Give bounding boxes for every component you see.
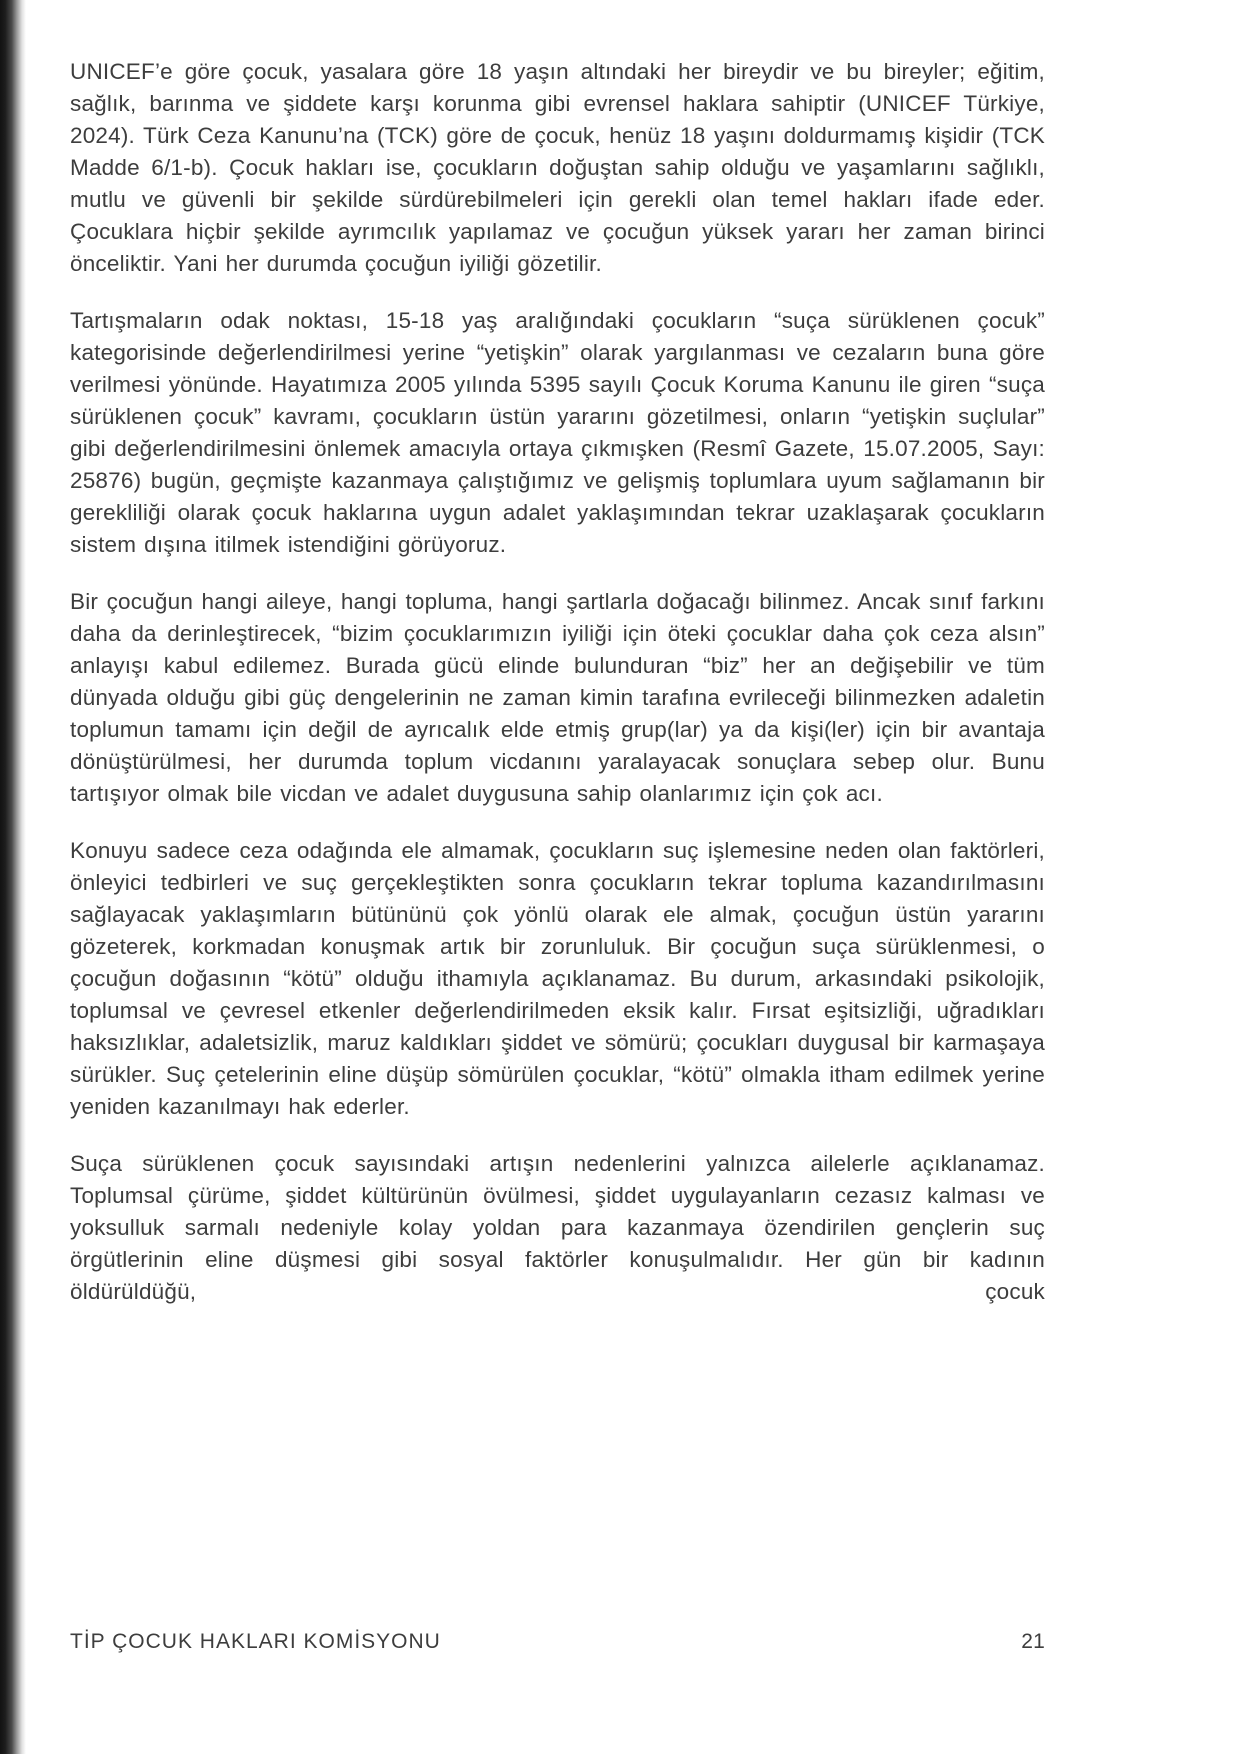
body-paragraph: Tartışmaların odak noktası, 15-18 yaş aralığındaki çocukların “suça sürüklenen çocuk” kategorisinde değerlendirilmesi yerine “yetişkin” olarak yargılanması ve cezaların buna göre verilmesi yönünde. Hayatımıza 2005 yılında 5395 sayılı Çocuk Koruma Kanunu ile giren “suça sürüklenen çocuk” kavramı, çocukların üstün yararını gözetilmesi, onların “yetişkin suçlular” gibi değerlendirilmesini önlemek amacıyla ortaya çıkmışken (Resmî Gazete, 15.07.2005, Sayı: 25876) bugün, geçmişte kazanmaya çalıştığımız ve gelişmiş toplumlara uyum sağlamanın bir gerekliliği olarak çocuk haklarına uygun adalet yaklaşımından tekrar uzaklaşarak çocukların sistem dışına itilmek istendiğini görüyoruz. — [70, 308, 1045, 557]
page-footer — [70, 1630, 1045, 1654]
page-number: 21 — [1021, 1630, 1045, 1653]
body-paragraph: Bir çocuğun hangi aileye, hangi topluma, hangi şartlarla doğacağı bilinmez. Ancak sınıf farkını daha da derinleştirecek, “bizim çocuklarımızın iyiliği için öteki çocuklar daha çok ceza alsın” anlayışı kabul edilemez. Burada gücü elinde bulunduran “biz” her an değişebilir ve tüm dünyada olduğu gibi güç dengelerinin ne zaman kimin tarafına evrileceği bilinmezken adaletin toplumun tamamı için değil de ayrıcalık elde etmiş grup(lar) ya da kişi(ler) için bir avantaja dönüştürülmesi, her durumda toplum vicdanını yaralayacak sonuçlara sebep olur. Bunu tartışıyor olmak bile vicdan ve adalet duygusuna sahip olanlarımız için çok acı. — [70, 589, 1045, 806]
body-paragraph: Suça sürüklenen çocuk sayısındaki artışın nedenlerini yalnızca ailelerle açıklanamaz. Toplumsal çürüme, şiddet kültürünün övülmesi, şiddet uygulayanların cezasız kalması ve yoksulluk sarmalı nedeniyle kolay yoldan para kazanmaya özendirilen gençlerin suç örgütlerinin eline düşmesi gibi sosyal faktörler konuşulmalıdır. Her gün bir kadının öldürüldüğü, çocuk — [70, 1151, 1045, 1304]
scan-binding-shadow — [0, 0, 26, 1754]
page-content — [70, 56, 1045, 1333]
body-paragraph: Konuyu sadece ceza odağında ele almamak, çocukların suç işlemesine neden olan faktörleri, önleyici tedbirleri ve suç gerçekleştikten sonra çocukların tekrar topluma kazandırılmasını sağlayacak yaklaşımların bütününü çok yönlü olarak ele almak, çocuğun üstün yararını gözeterek, korkmadan konuşmak artık bir zorunluluk. Bir çocuğun suça sürüklenmesi, o çocuğun doğasının “kötü” olduğu ithamıyla açıklanamaz. Bu durum, arkasındaki psikolojik, toplumsal ve çevresel etkenler değerlendirilmeden eksik kalır. Fırsat eşitsizliği, uğradıkları haksızlıklar, adaletsizlik, maruz kaldıkları şiddet ve sömürü; çocukları duygusal bir karmaşaya sürükler. Suç çetelerinin eline düşüp sömürülen çocuklar, “kötü” olmakla itham edilmek yerine yeniden kazanılmayı hak ederler. — [70, 838, 1045, 1119]
footer-committee-name: TİP ÇOCUK HAKLARI KOMİSYONU — [70, 1630, 441, 1653]
body-paragraph: UNICEF’e göre çocuk, yasalara göre 18 yaşın altındaki her bireydir ve bu bireyler; eğitim, sağlık, barınma ve şiddete karşı korunma gibi evrensel haklara sahiptir (UNICEF Türkiye, 2024). Türk Ceza Kanunu’na (TCK) göre de çocuk, henüz 18 yaşını doldurmamış kişidir (TCK Madde 6/1-b). Çocuk hakları ise, çocukların doğuştan sahip olduğu ve yaşamlarını sağlıklı, mutlu ve güvenli bir şekilde sürdürebilmeleri için gerekli olan temel hakları ifade eder. Çocuklara hiçbir şekilde ayrımcılık yapılamaz ve çocuğun yüksek yararı her zaman birinci önceliktir. Yani her durumda çocuğun iyiliği gözetilir. — [70, 59, 1045, 276]
